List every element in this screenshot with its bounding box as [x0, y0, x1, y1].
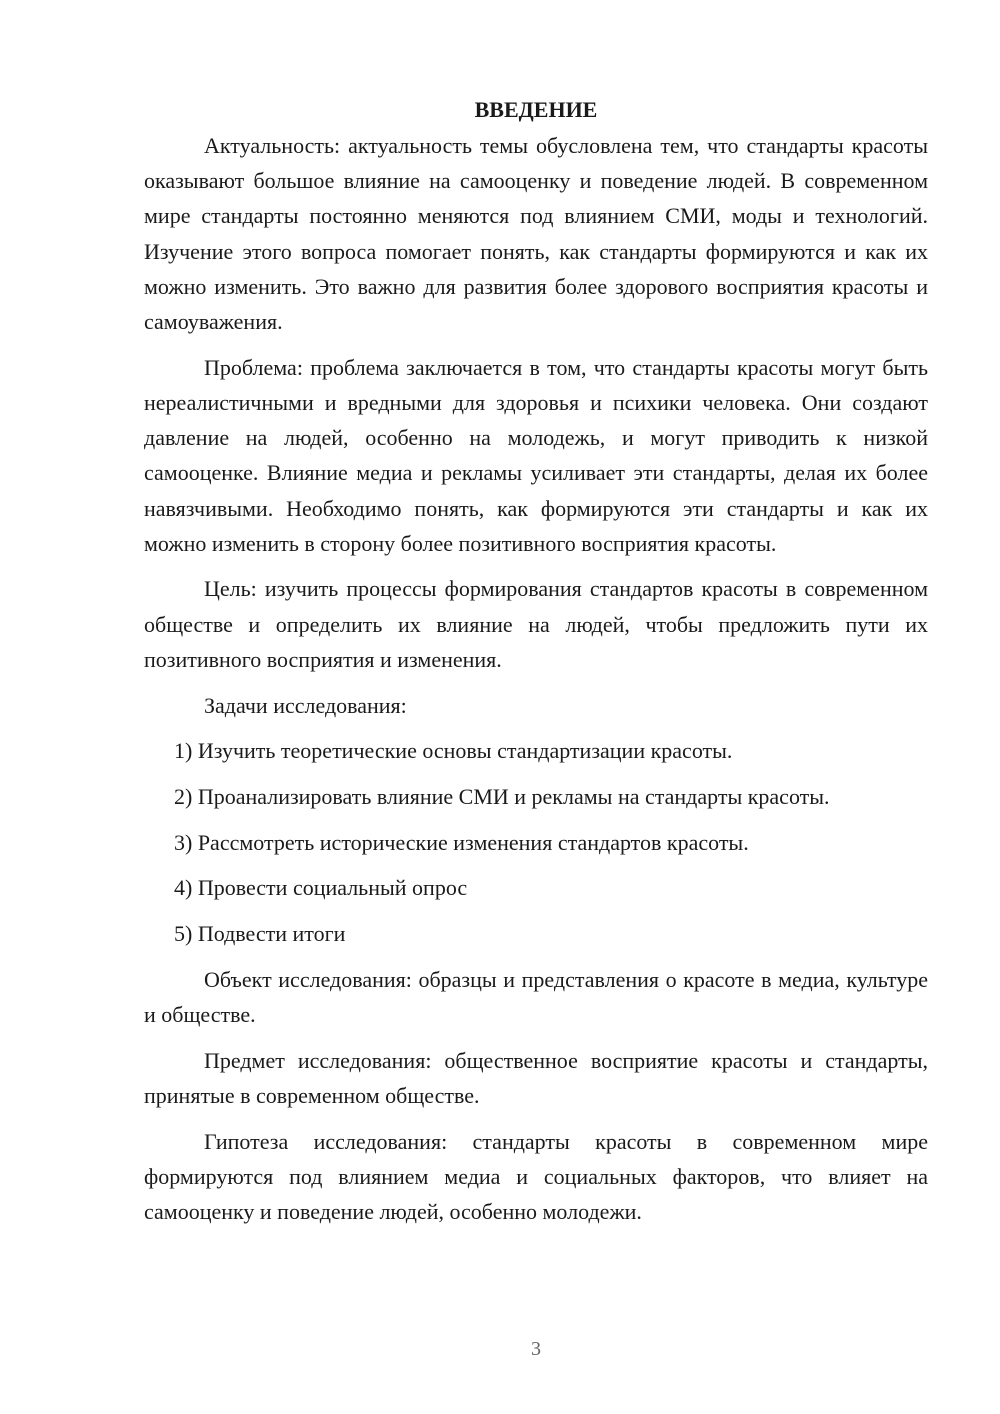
list-item: 2) Проанализировать влияние СМИ и рекламы на стандарты красоты.	[174, 783, 830, 809]
list-item: 5) Подвести итоги	[174, 921, 346, 947]
paragraph-object: Объект исследования: образцы и представления о красоте в медиа, культуре и обществе.	[144, 966, 928, 1027]
page-title: ВВЕДЕНИЕ	[474, 97, 598, 122]
paragraph-subject: Предмет исследования: общественное восприятие красоты и стандарты, принятые в современном обществе.	[144, 1047, 928, 1108]
page-number: 3	[531, 1338, 541, 1360]
document-body	[144, 92, 928, 1240]
list-item: 1) Изучить теоретические основы стандартизации красоты.	[174, 738, 733, 764]
paragraph-goal: Цель: изучить процессы формирования стандартов красоты в современном обществе и определить их влияние на людей, чтобы предложить пути их позитивного восприятия и изменения.	[144, 576, 928, 672]
tasks-list	[144, 733, 928, 951]
list-item: 4) Провести социальный опрос	[174, 875, 468, 901]
list-item: 3) Рассмотреть исторические изменения стандартов красоты.	[174, 829, 749, 855]
paragraph-relevance: Актуальность: актуальность темы обусловлена тем, что стандарты красоты оказывают большое влияние на самооценку и поведение людей. В современном мире стандарты постоянно меняются под влиянием СМИ, моды и технологий. Изучение этого вопроса помогает понять, как стандарты формируются и как их можно изменить. Это важно для развития более здорового восприятия красоты и самоуважения.	[144, 133, 928, 335]
paragraph-hypothesis: Гипотеза исследования: стандарты красоты в современном мире формируются под влиянием медиа и социальных факторов, что влияет на самооценку и поведение людей, особенно молодежи.	[144, 1128, 928, 1224]
tasks-heading: Задачи исследования:	[204, 692, 407, 718]
paragraph-problem: Проблема: проблема заключается в том, что стандарты красоты могут быть нереалистичными и вредными для здоровья и психики человека. Они создают давление на людей, особенно на молодежь, и могут приводить к низкой самооценке. Влияние медиа и рекламы усиливает эти стандарты, делая их более навязчивыми. Необходимо понять, как формируются эти стандарты и как их можно изменить в сторону более позитивного восприятия красоты.	[144, 354, 928, 556]
